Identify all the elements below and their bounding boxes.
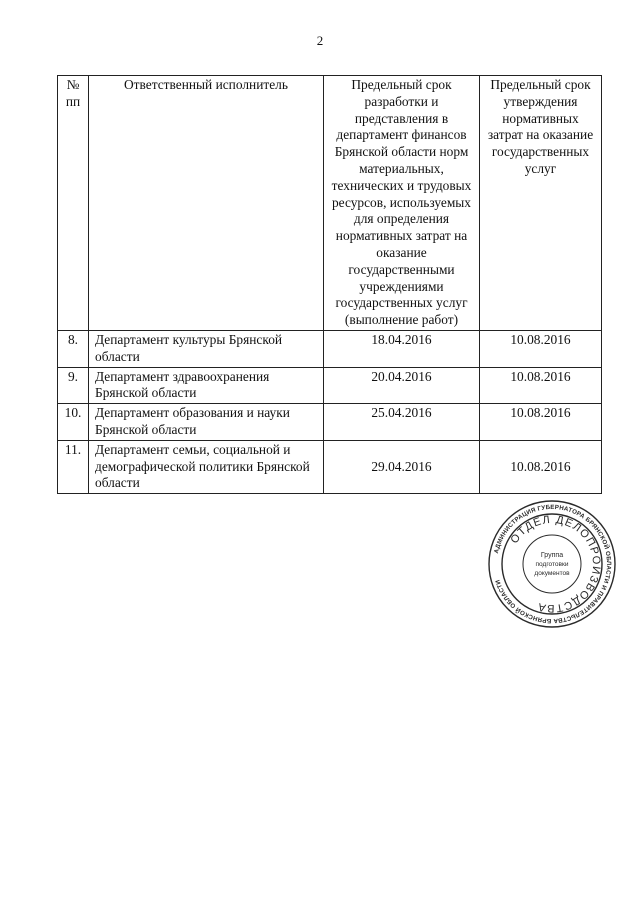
row-num: 10.	[58, 404, 89, 441]
stamp-outer-text: АДМИНИСТРАЦИЯ ГУБЕРНАТОРА БРЯНСКОЙ ОБЛАСТИ И ПРАВИТЕЛЬСТВА БРЯНСКОЙ ОБЛАСТИ	[493, 503, 613, 625]
row-executor: Департамент здравоохранения Брянской области	[89, 367, 324, 404]
table-row	[58, 367, 602, 404]
table-row	[58, 404, 602, 441]
row-executor: Департамент семьи, социальной и демографической политики Брянской области	[89, 440, 324, 493]
row-development-date: 29.04.2016	[324, 440, 480, 493]
stamp-center-line: подготовки	[535, 561, 569, 568]
table-row	[58, 330, 602, 367]
page-number: 2	[316, 33, 324, 48]
row-num: 9.	[58, 367, 89, 404]
row-num: 8.	[58, 330, 89, 367]
header-executor: Ответственный исполнитель	[89, 76, 324, 331]
header-num: № пп	[58, 76, 89, 331]
stamp-center-line: документов	[534, 570, 570, 577]
header-deadline-approval: Предельный срок утверждения нормативных затрат на оказание государственных услуг	[480, 76, 602, 331]
row-development-date: 20.04.2016	[324, 367, 480, 404]
table-row	[58, 440, 602, 493]
office-stamp	[487, 499, 617, 629]
deadline-table	[57, 75, 602, 494]
row-development-date: 25.04.2016	[324, 404, 480, 441]
stamp-middle-text: ОТДЕЛ ДЕЛОПРОИЗВОДСТВА	[508, 513, 603, 615]
stamp-center-line: Группа	[540, 552, 564, 559]
row-development-date: 18.04.2016	[324, 330, 480, 367]
table-header-row	[58, 76, 602, 331]
row-approval-date: 10.08.2016	[480, 367, 602, 404]
row-executor: Департамент образования и науки Брянской области	[89, 404, 324, 441]
row-num: 11.	[58, 440, 89, 493]
header-deadline-development: Предельный срок разработки и представления в департамент финансов Брянской области норм материальных, технических и трудовых ресурсов, используемых для определения нормативных затрат на оказание государственными учреждениями государственных услуг (выполнение работ)	[324, 76, 480, 331]
row-approval-date: 10.08.2016	[480, 330, 602, 367]
row-executor: Департамент культуры Брянской области	[89, 330, 324, 367]
row-approval-date: 10.08.2016	[480, 404, 602, 441]
row-approval-date: 10.08.2016	[480, 440, 602, 493]
